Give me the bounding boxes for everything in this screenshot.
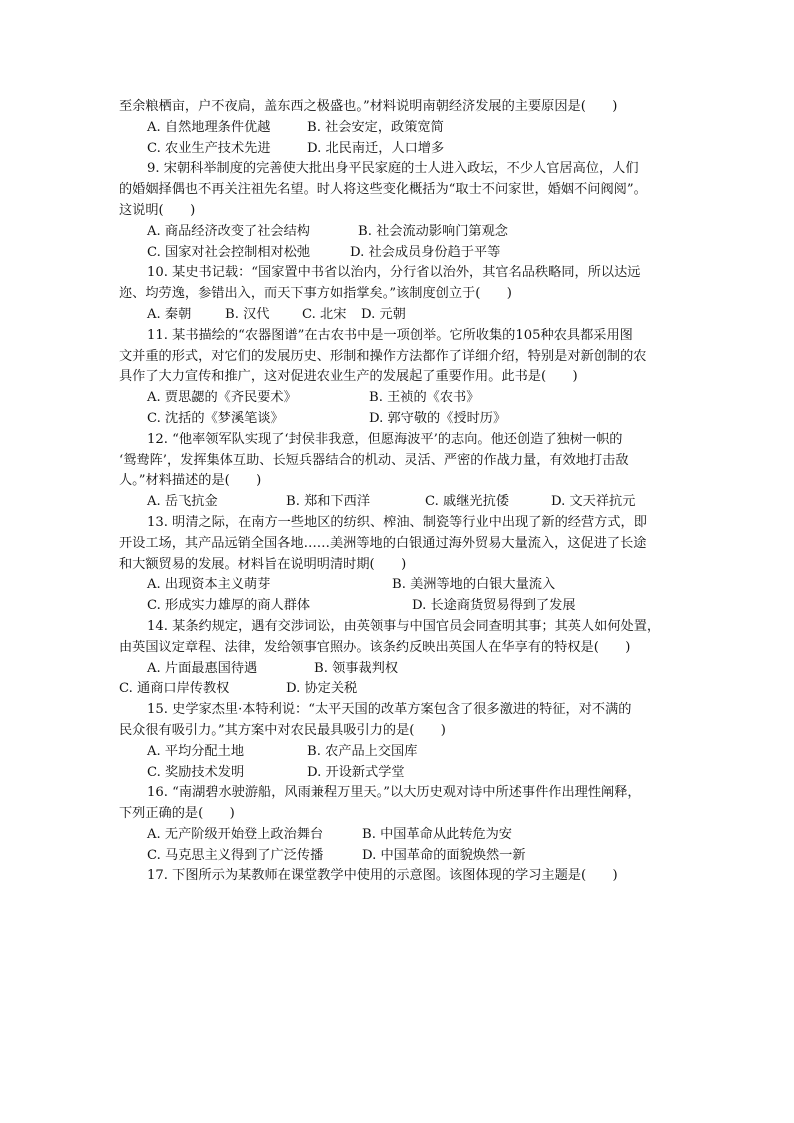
option-row xyxy=(119,742,679,763)
option-row xyxy=(119,243,679,264)
answer-option: D. 中国革命的面貌焕然一新 xyxy=(362,847,526,863)
question-line: 15. 史学家杰里·本特利说：“太平天国的改革方案包含了很多激进的特征，对不满的 xyxy=(147,702,632,718)
question-line: 这说明( ) xyxy=(119,202,196,218)
option-row xyxy=(119,846,679,867)
option-row xyxy=(119,659,679,680)
answer-option: D. 北民南迁，人口增多 xyxy=(307,140,445,156)
answer-option: C. 北宋 xyxy=(302,306,347,322)
answer-option: B. 领事裁判权 xyxy=(314,660,399,676)
answer-option: B. 汉代 xyxy=(225,306,270,322)
answer-option: C. 戚继光抗倭 xyxy=(425,494,509,510)
answer-option: D. 社会成员身份趋于平等 xyxy=(350,244,501,260)
question-line: 14. 某条约规定，遇有交涉词讼，由英领事与中国官员会同查明其事；其英人如何处置， xyxy=(147,618,661,634)
question-line: 文并重的形式，对它们的发展历史、形制和操作方法都作了详细介绍，特别是对新创制的农 xyxy=(119,348,647,364)
answer-option: C. 形成实力雄厚的商人群体 xyxy=(147,598,311,614)
answer-option: B. 中国革命从此转危为安 xyxy=(362,826,512,842)
answer-option: D. 长途商货贸易得到了发展 xyxy=(412,598,576,614)
answer-option: A. 出现资本主义萌芽 xyxy=(147,577,271,593)
option-row xyxy=(119,679,679,700)
answer-option: C. 马克思主义得到了广泛传播 xyxy=(147,847,324,863)
question-line: 16. “南湖碧水驶游船，风雨兼程万里天。”以大历史观对诗中所述事件作出理性阐释， xyxy=(147,785,641,801)
option-row xyxy=(119,388,679,409)
answer-option: B. 社会安定，政策宽简 xyxy=(307,119,444,135)
answer-option: A. 平均分配土地 xyxy=(147,743,245,759)
question-line: 开设工场，其产品远销全国各地……美洲等地的白银通过海外贸易大量流入，这促进了长途 xyxy=(119,535,647,551)
question-text-block xyxy=(119,97,679,887)
option-row xyxy=(119,575,679,596)
option-row xyxy=(119,409,679,430)
answer-option: A. 自然地理条件优越 xyxy=(147,119,271,135)
option-row xyxy=(119,763,679,784)
option-row xyxy=(119,825,679,846)
question-line: 9. 宋朝科举制度的完善使大批出身平民家庭的士人进入政坛，不少人官居高位，人们 xyxy=(147,161,639,177)
answer-option: B. 农产品上交国库 xyxy=(307,743,418,759)
answer-option: C. 农业生产技术先进 xyxy=(147,140,271,156)
answer-option: D. 协定关税 xyxy=(286,681,358,697)
answer-option: D. 文天祥抗元 xyxy=(551,494,636,510)
option-row xyxy=(119,139,679,160)
answer-option: B. 美洲等地的白银大量流入 xyxy=(392,577,556,593)
question-line: 迩、均劳逸，参错出入，而天下事方如指掌矣。”该制度创立于( ) xyxy=(119,286,512,302)
answer-option: A. 无产阶级开始登上政治舞台 xyxy=(147,826,324,842)
answer-option: C. 奖励技术发明 xyxy=(147,764,245,780)
answer-option: A. 秦朝 xyxy=(147,306,192,322)
question-line: 12. “他率领军队实现了‘封侯非我意，但愿海波平’的志向。他还创造了独树一帜的 xyxy=(147,431,623,447)
answer-option: B. 社会流动影响门第观念 xyxy=(358,223,508,239)
question-line: 和大额贸易的发展。材料旨在说明明清时期( ) xyxy=(119,556,407,572)
answer-option: D. 元朝 xyxy=(361,306,406,322)
option-row xyxy=(119,492,679,513)
answer-option: A. 片面最惠国待遇 xyxy=(147,660,258,676)
question-line: 13. 明清之际，在南方一些地区的纺织、榨油、制瓷等行业中出现了新的经营方式，即 xyxy=(147,514,647,530)
answer-option: A. 岳飞抗金 xyxy=(147,494,218,510)
question-line: 由英国议定章程、法律，发给领事官照办。该条约反映出英国人在华享有的特权是( ) xyxy=(119,639,631,655)
option-row xyxy=(119,222,679,243)
question-line: ‘鸳鸯阵’，发挥集体互助、长短兵器结合的机动、灵活、严密的作战力量，有效地打击敌 xyxy=(119,452,629,468)
question-line: 民众很有吸引力。”其方案中对农民最具吸引力的是( ) xyxy=(119,722,446,738)
question-line: 具作了大力宣传和推广，这对促进农业生产的发展起了重要作用。此书是( ) xyxy=(119,369,578,385)
answer-option: C. 通商口岸传教权 xyxy=(119,681,230,697)
answer-option: D. 开设新式学堂 xyxy=(307,764,405,780)
question-line: 的婚姻择偶也不再关注祖先名望。时人将这些变化概括为“取士不问家世，婚姻不问阀阅”。 xyxy=(119,182,647,198)
option-row xyxy=(119,305,679,326)
answer-option: D. 郭守敬的《授时历》 xyxy=(369,410,507,426)
answer-option: C. 国家对社会控制相对松弛 xyxy=(147,244,311,260)
answer-option: B. 郑和下西洋 xyxy=(286,494,371,510)
question-line: 17. 下图所示为某教师在课堂教学中使用的示意图。该图体现的学习主题是( ) xyxy=(147,868,618,884)
option-row xyxy=(119,596,679,617)
question-line: 10. 某史书记载：“国家置中书省以治内，分行省以治外，其官名品秩略同，所以达远 xyxy=(147,265,641,281)
question-line: 下列正确的是( ) xyxy=(119,806,235,822)
answer-option: A. 贾思勰的《齐民要术》 xyxy=(147,390,297,406)
answer-option: C. 沈括的《梦溪笔谈》 xyxy=(147,410,284,426)
question-line: 至余粮栖亩，户不夜扃，盖东西之极盛也。”材料说明南朝经济发展的主要原因是( ) xyxy=(119,99,618,114)
option-row xyxy=(119,118,679,139)
question-line: 人。”材料描述的是( ) xyxy=(119,473,262,489)
question-line: 11. 某书描绘的“农器图谱”在古农书中是一项创举。它所收集的105种农具都采用图 xyxy=(147,327,633,343)
answer-option: B. 王祯的《农书》 xyxy=(369,390,480,406)
answer-option: A. 商品经济改变了社会结构 xyxy=(147,223,310,239)
